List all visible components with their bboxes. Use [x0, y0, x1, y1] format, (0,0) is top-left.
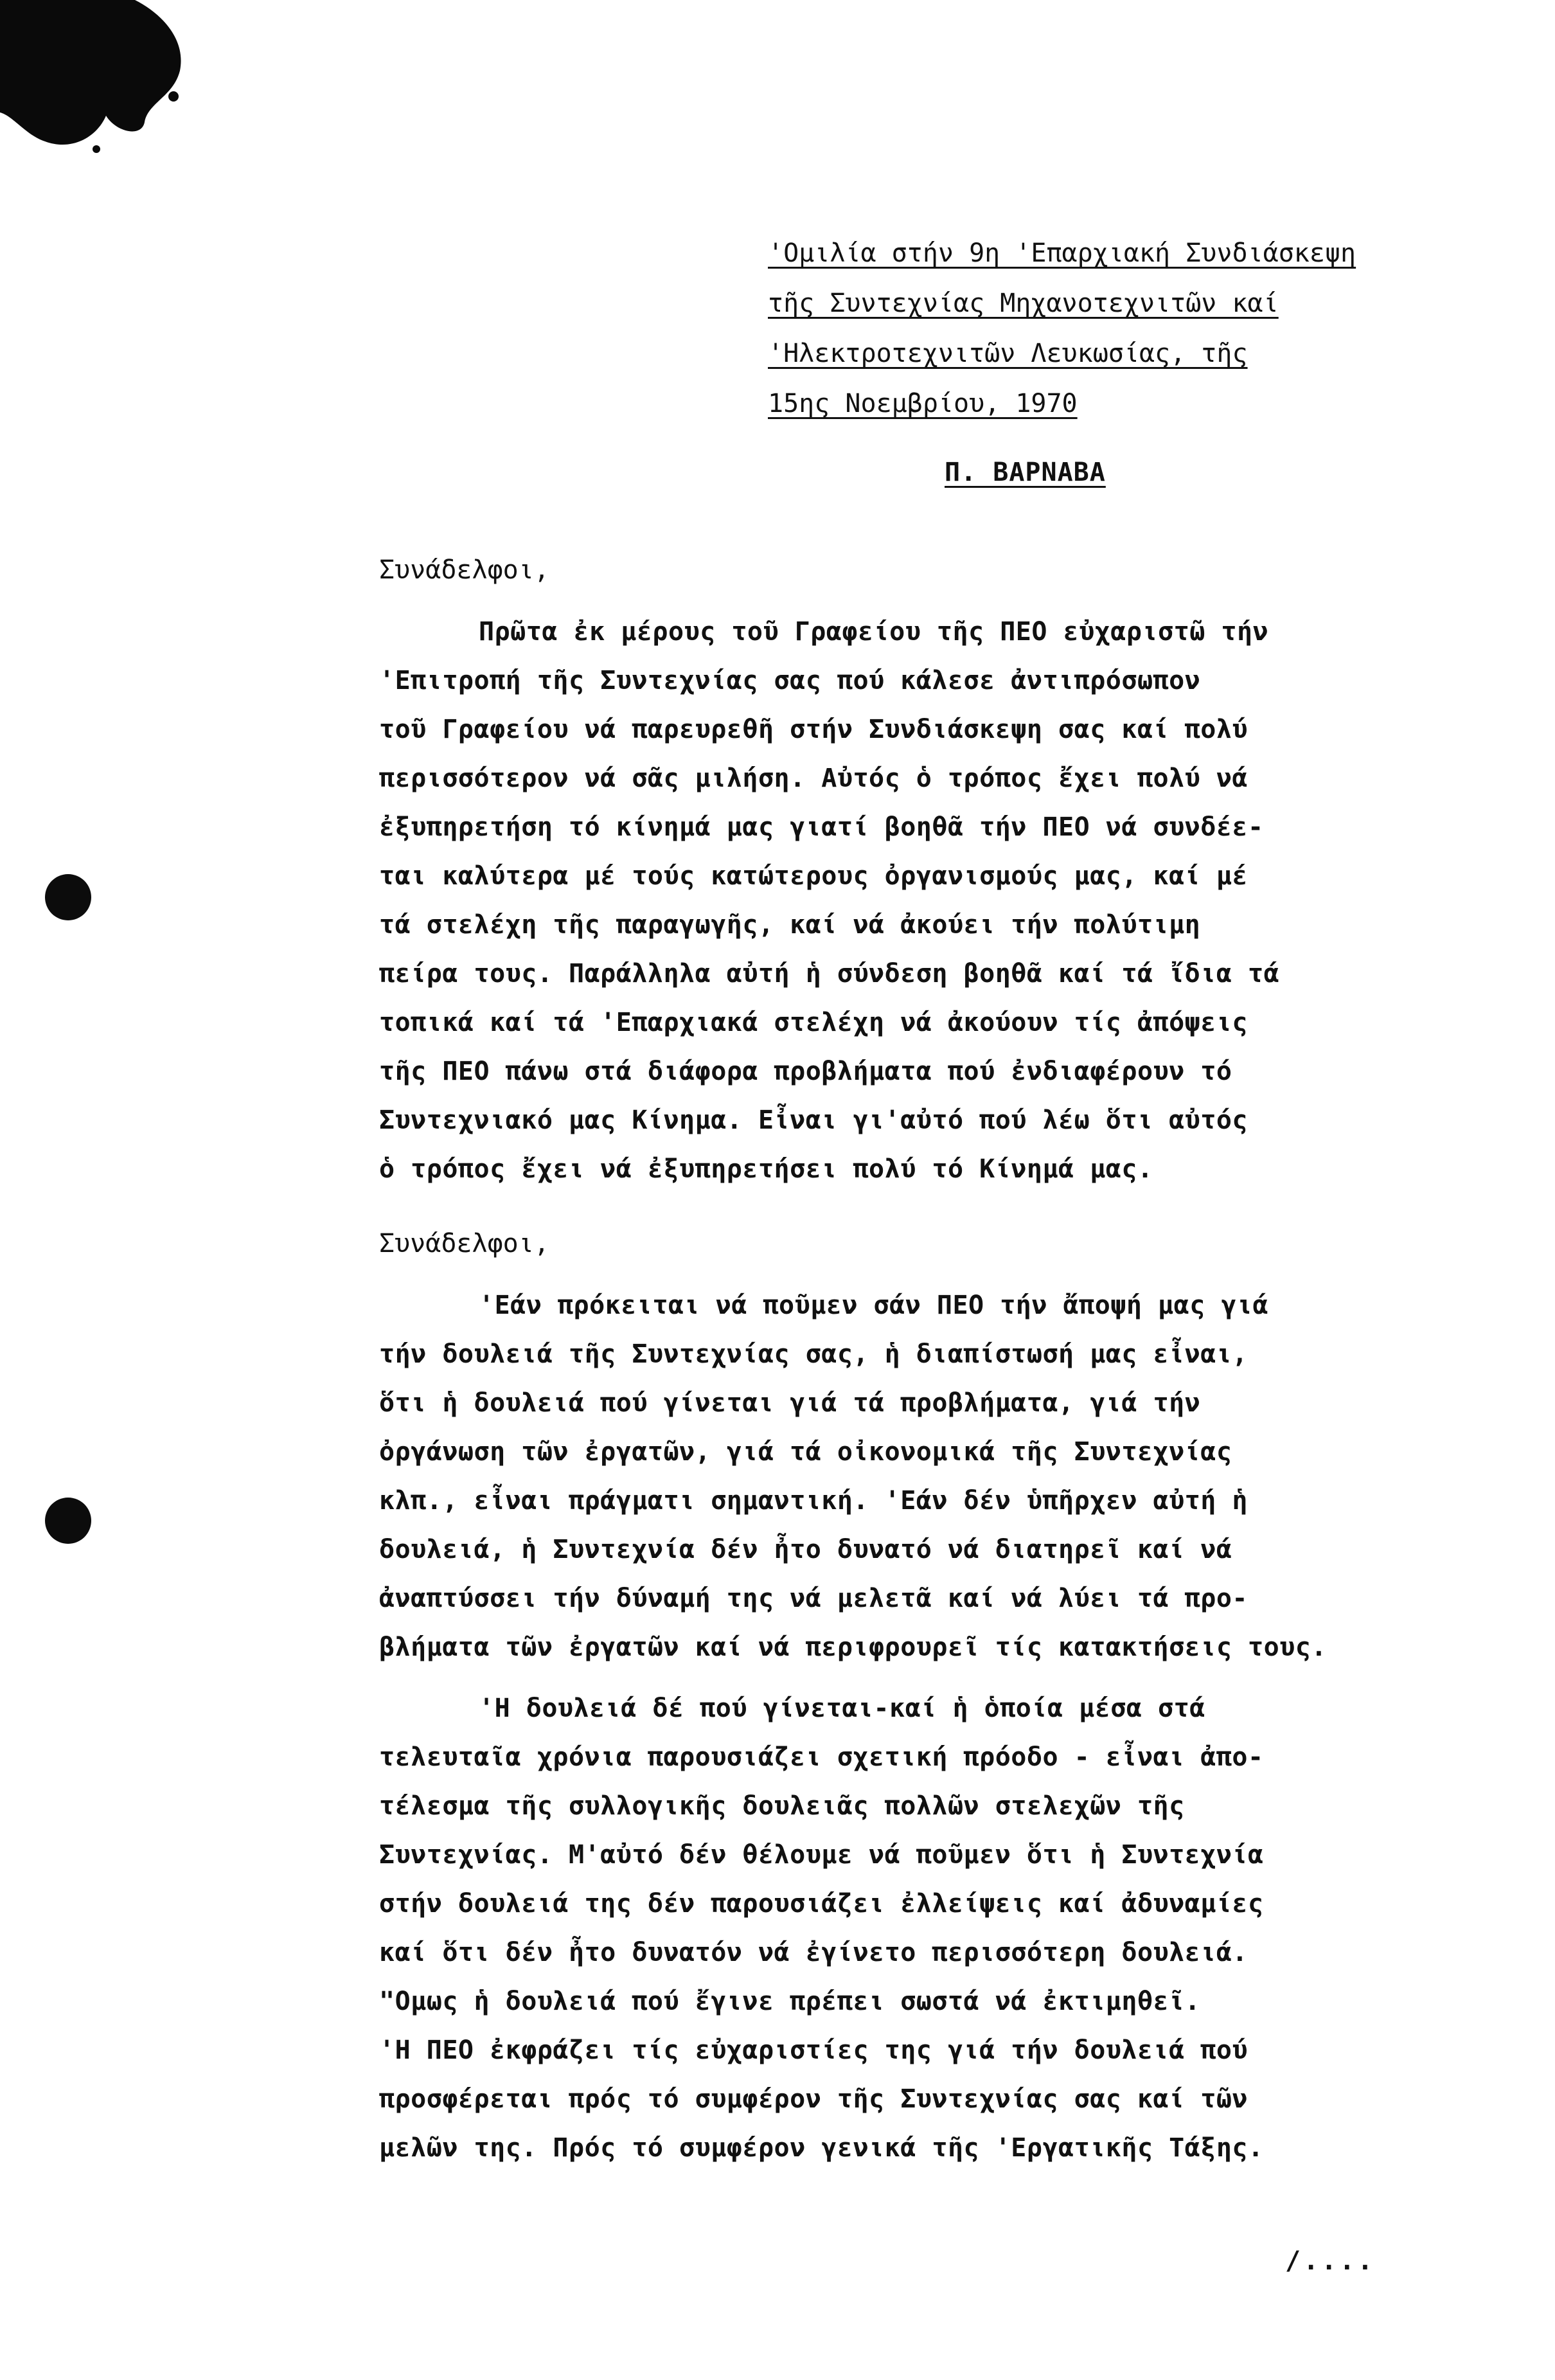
text-line: περισσότερον νά σᾶς μιλήση. Αὐτός ὁ τρόπος ἔχει πολύ νά [379, 764, 1248, 793]
punch-hole-top [45, 874, 91, 920]
text-line: 'Η δουλειά δέ πού γίνεται-καί ἡ ὁποία μέσα στά [479, 1694, 1205, 1723]
text-line: τελευταῖα χρόνια παρουσιάζει σχετική πρόοδο - εἶναι ἀπο- [379, 1742, 1264, 1772]
salutation: Συνάδελφοι, [379, 555, 549, 585]
text-line: μελῶν της. Πρός τό συμφέρον γενικά τῆς 'Εργατικῆς Τάξης. [379, 2133, 1264, 2163]
text-line: τήν δουλειά τῆς Συντεχνίας σας, ἡ διαπίστωσή μας εἶναι, [379, 1339, 1248, 1369]
text-line: δουλειά, ἡ Συντεχνία δέν ἦτο δυνατό νά διατηρεῖ καί νά [379, 1535, 1232, 1564]
title-line: τῆς Συντεχνίας Μηχανοτεχνιτῶν καί [768, 289, 1279, 318]
salutation: Συνάδελφοι, [379, 1229, 549, 1258]
text-line: ὀργάνωση τῶν ἐργατῶν, γιά τά οἰκονομικά τῆς Συντεχνίας [379, 1437, 1232, 1467]
text-line: Πρῶτα ἐκ μέρους τοῦ Γραφείου τῆς ΠΕΟ εὐχαριστῶ τήν [479, 617, 1269, 647]
text-line: "Ομως ἡ δουλειά πού ἔγινε πρέπει σωστά νά ἐκτιμηθεῖ. [379, 1987, 1201, 2016]
text-line: στήν δουλειά της δέν παρουσιάζει ἐλλείψεις καί ἀδυναμίες [379, 1889, 1264, 1919]
text-line: προσφέρεται πρός τό συμφέρον τῆς Συντεχνίας σας καί τῶν [379, 2084, 1248, 2114]
title-line: 'Ηλεκτροτεχνιτῶν Λευκωσίας, τῆς [768, 339, 1248, 368]
paragraph [379, 607, 1529, 1194]
text-line: τοπικά καί τά 'Επαρχιακά στελέχη νά ἀκούουν τίς ἀπόψεις [379, 1008, 1248, 1037]
paragraph [379, 1684, 1529, 2172]
text-line: 'Εάν πρόκειται νά ποῦμεν σάν ΠΕΟ τήν ἄποψή μας γιά [479, 1291, 1269, 1320]
text-line: ἐξυπηρετήση τό κίνημά μας γιατί βοηθᾶ τήν ΠΕΟ νά συνδέε- [379, 812, 1264, 842]
speech-title [768, 228, 1494, 429]
text-line: τοῦ Γραφείου νά παρευρεθῆ στήν Συνδιάσκεψη σας καί πολύ [379, 715, 1248, 744]
ink-blot-mark [0, 0, 193, 161]
text-line: κλπ., εἶναι πράγματι σημαντική. 'Εάν δέν ὑπῆρχεν αὐτή ἡ [379, 1486, 1248, 1516]
text-line: 'Επιτροπή τῆς Συντεχνίας σας πού κάλεσε ἀντιπρόσωπον [379, 666, 1201, 695]
text-line: 'Η ΠΕΟ ἐκφράζει τίς εὐχαριστίες της γιά τήν δουλειά πού [379, 2036, 1248, 2065]
text-line: πείρα τους. Παράλληλα αὐτή ἡ σύνδεση βοηθᾶ καί τά ἴδια τά [379, 959, 1280, 989]
text-line: τέλεσμα τῆς συλλογικῆς δουλειᾶς πολλῶν στελεχῶν τῆς [379, 1791, 1185, 1821]
title-line: 15ης Νοεμβρίου, 1970 [768, 389, 1078, 418]
text-line: Συντεχνίας. Μ'αὐτό δέν θέλουμε νά ποῦμεν ὅτι ἡ Συντεχνία [379, 1840, 1264, 1870]
title-line: 'Ομιλία στήν 9η 'Επαρχιακή Συνδιάσκεψη [768, 238, 1356, 268]
text-line: τά στελέχη τῆς παραγωγῆς, καί νά ἀκούει τήν πολύτιμη [379, 910, 1201, 940]
text-line: Συντεχνιακό μας Κίνημα. Εἶναι γι'αὐτό πού λέω ὅτι αὐτός [379, 1105, 1248, 1135]
text-line: βλήματα τῶν ἐργατῶν καί νά περιφρουρεῖ τίς κατακτήσεις τους. [379, 1633, 1327, 1662]
paragraph [379, 1281, 1529, 1672]
text-line: καί ὅτι δέν ἦτο δυνατόν νά ἐγίνετο περισσότερη δουλειά. [379, 1938, 1248, 1967]
text-line: ὅτι ἡ δουλειά πού γίνεται γιά τά προβλήματα, γιά τήν [379, 1388, 1201, 1418]
text-line: ται καλύτερα μέ τούς κατώτερους ὀργανισμούς μας, καί μέ [379, 861, 1248, 891]
continuation-mark: /.... [1285, 2246, 1376, 2276]
punch-hole-bottom [45, 1498, 91, 1544]
text-line: τῆς ΠΕΟ πάνω στά διάφορα προβλήματα πού ἐνδιαφέρουν τό [379, 1057, 1232, 1086]
text-line: ἀναπτύσσει τήν δύναμή της νά μελετᾶ καί νά λύει τά προ- [379, 1584, 1248, 1613]
text-line: ὁ τρόπος ἔχει νά ἐξυπηρετήσει πολύ τό Κίνημά μας. [379, 1154, 1153, 1184]
author-name: Π. ΒΑΡΝΑΒΑ [945, 458, 1106, 487]
